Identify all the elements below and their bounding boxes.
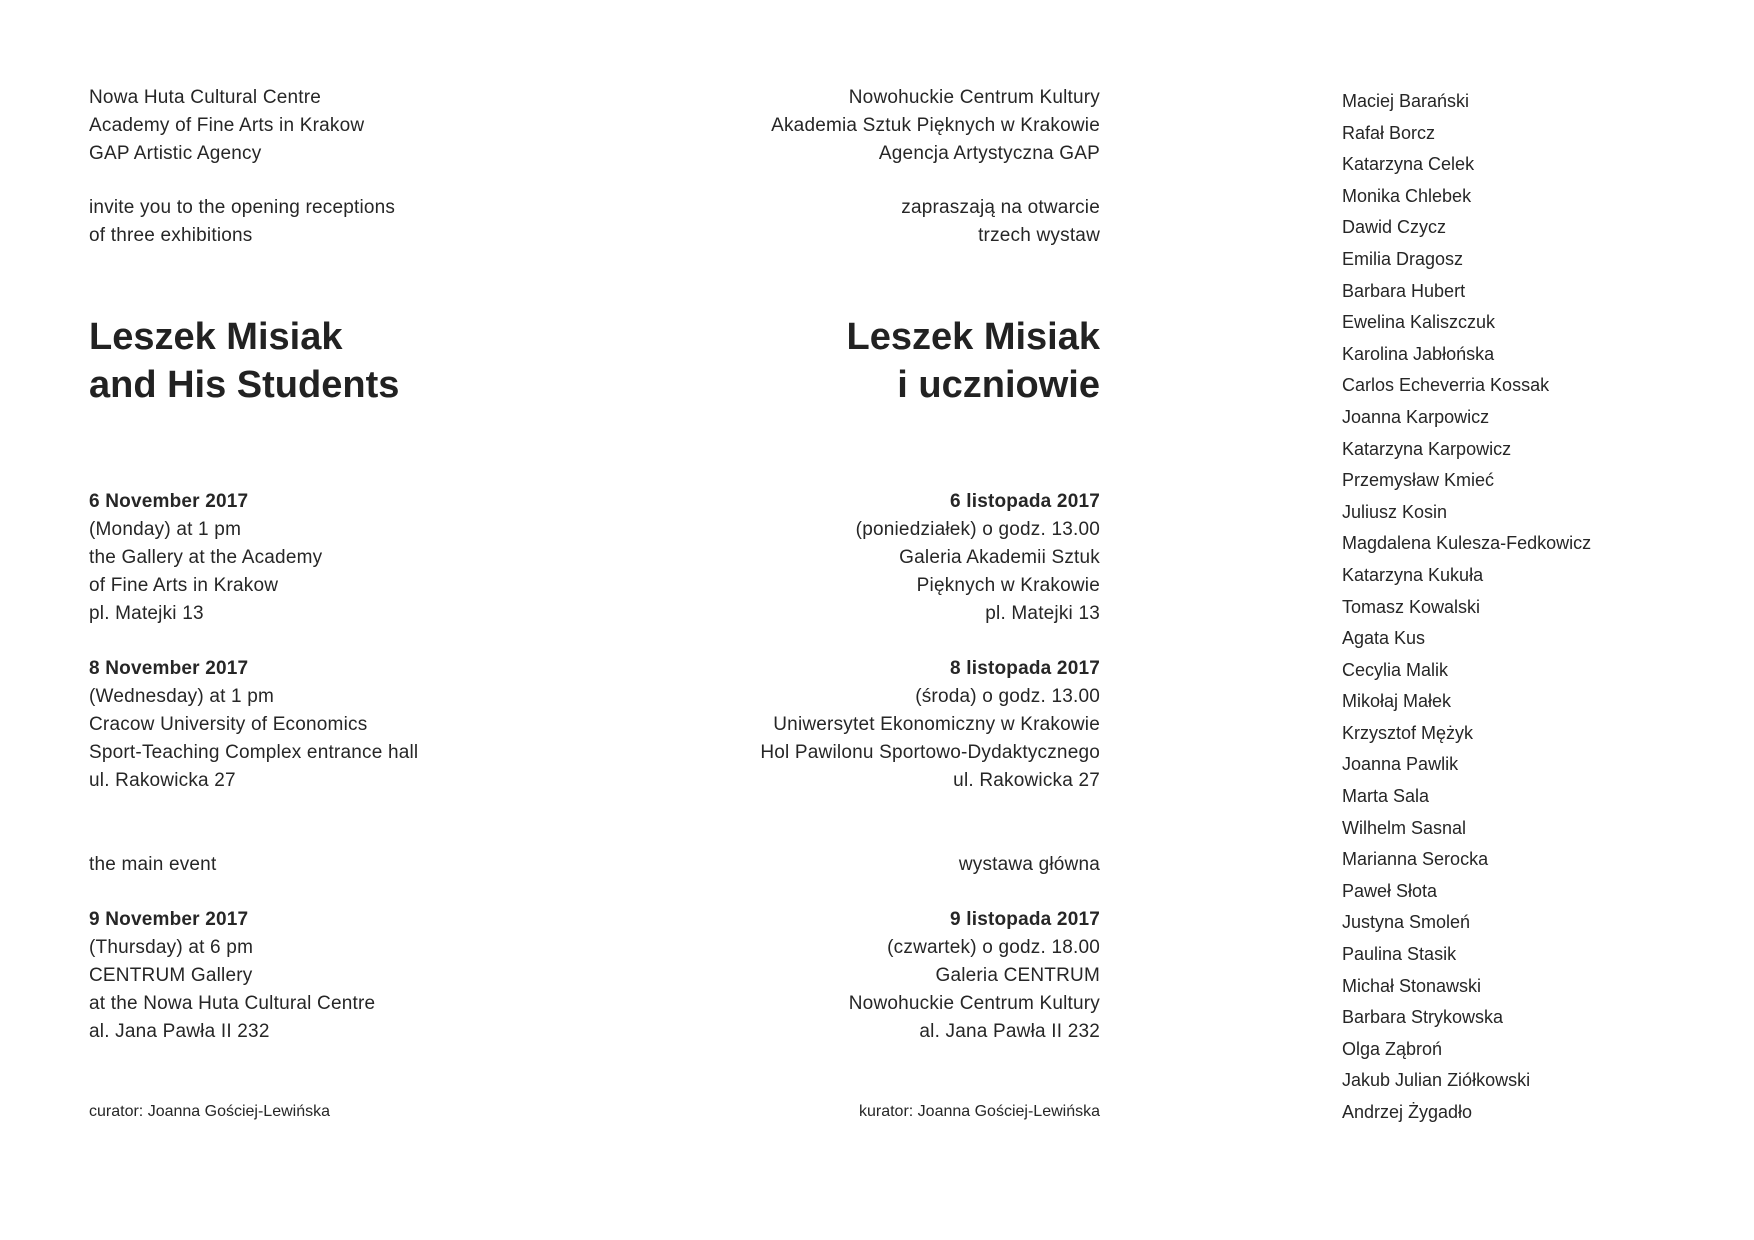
invitation-text: [620, 194, 1100, 250]
event-date: 6 listopada 2017: [950, 491, 1100, 512]
artist-name: Paulina Stasik: [1342, 944, 1457, 965]
event-venue: Galeria CENTRUM: [935, 965, 1100, 986]
curator-text: curator: Joanna Gościej-Lewińska: [89, 1103, 331, 1120]
artist-name: Marta Sala: [1342, 786, 1430, 807]
event-address: ul. Rakowicka 27: [953, 770, 1100, 791]
artist-name: Barbara Strykowska: [1342, 1007, 1504, 1028]
artist-name: Emilia Dragosz: [1342, 248, 1464, 269]
event-time: (czwartek) o godz. 18.00: [887, 937, 1100, 958]
artist-name: Andrzej Żygadło: [1342, 1102, 1473, 1122]
invitation-line: trzech wystaw: [978, 225, 1100, 246]
event-time: (Thursday) at 6 pm: [89, 937, 254, 958]
artist-name: Magdalena Kulesza-Fedkowicz: [1342, 533, 1592, 554]
event-venue: Nowohuckie Centrum Kultury: [848, 993, 1100, 1014]
event-block: [89, 906, 609, 1046]
event-block: [620, 906, 1100, 1046]
event-venue: Cracow University of Economics: [89, 714, 368, 735]
event-block: [620, 655, 1100, 795]
artist-name: Przemysław Kmieć: [1342, 470, 1495, 491]
title-line: i uczniowie: [897, 364, 1100, 406]
artist-name: Krzysztof Mężyk: [1342, 722, 1474, 743]
event-venue: at the Nowa Huta Cultural Centre: [89, 993, 376, 1014]
title-line: Leszek Misiak: [846, 316, 1100, 358]
curator-text: kurator: Joanna Gościej-Lewińska: [858, 1103, 1100, 1120]
artist-name: Mikołaj Małek: [1342, 691, 1452, 712]
artist-name: Monika Chlebek: [1342, 185, 1472, 206]
event-venue: Pięknych w Krakowie: [916, 575, 1100, 596]
event-date: 8 listopada 2017: [950, 658, 1100, 679]
artist-name: Justyna Smoleń: [1342, 912, 1471, 933]
event-time: (Monday) at 1 pm: [89, 519, 242, 540]
organizer-name: GAP Artistic Agency: [89, 143, 262, 164]
organizers-list: [89, 84, 609, 168]
artist-name: Paweł Słota: [1342, 880, 1438, 901]
organizer-name: Agencja Artystyczna GAP: [878, 143, 1100, 164]
exhibition-title: [89, 313, 609, 409]
artist-name: Joanna Pawlik: [1342, 754, 1459, 775]
organizer-name: Nowa Huta Cultural Centre: [89, 87, 322, 108]
title-line: Leszek Misiak: [89, 316, 343, 358]
event-venue: Galeria Akademii Sztuk: [899, 547, 1100, 568]
event-venue: CENTRUM Gallery: [89, 965, 253, 986]
organizer-name: Akademia Sztuk Pięknych w Krakowie: [771, 115, 1100, 136]
organizer-name: Academy of Fine Arts in Krakow: [89, 115, 365, 136]
invitation-line: of three exhibitions: [89, 225, 253, 246]
artist-name: Jakub Julian Ziółkowski: [1342, 1070, 1531, 1091]
artist-name: Ewelina Kaliszczuk: [1342, 312, 1496, 333]
title-line: and His Students: [89, 364, 400, 406]
event-date: 6 November 2017: [89, 491, 249, 512]
artist-name: Karolina Jabłońska: [1342, 343, 1495, 364]
event-date: 9 listopada 2017: [950, 909, 1100, 930]
curator-credit: [89, 1100, 609, 1124]
event-venue: Uniwersytet Ekonomiczny w Krakowie: [773, 714, 1100, 735]
event-date: 8 November 2017: [89, 658, 249, 679]
main-event-label: [620, 851, 1100, 879]
event-venue: of Fine Arts in Krakow: [89, 575, 279, 596]
organizers-list: [620, 84, 1100, 168]
event-address: al. Jana Pawła II 232: [919, 1021, 1100, 1042]
artist-name: Wilhelm Sasnal: [1342, 817, 1467, 838]
event-time: (poniedziałek) o godz. 13.00: [855, 519, 1100, 540]
artist-name: Olga Ząbroń: [1342, 1038, 1443, 1059]
event-block: [620, 488, 1100, 628]
artist-name: Rafał Borcz: [1342, 122, 1436, 143]
invitation-text: [89, 194, 609, 250]
invitation-line: invite you to the opening receptions: [89, 197, 396, 218]
artist-name: Juliusz Kosin: [1342, 501, 1448, 522]
main-event-text: wystawa główna: [958, 854, 1100, 875]
event-time: (środa) o godz. 13.00: [915, 686, 1100, 707]
artists-list: [1342, 86, 1722, 1129]
main-event-label: [89, 851, 609, 879]
event-block: [89, 488, 609, 628]
artist-name: Carlos Echeverria Kossak: [1342, 375, 1550, 396]
curator-credit: [620, 1100, 1100, 1124]
artist-name: Joanna Karpowicz: [1342, 406, 1490, 427]
artist-name: Cecylia Malik: [1342, 659, 1449, 680]
event-address: pl. Matejki 13: [89, 603, 204, 624]
artist-name: Michał Stonawski: [1342, 975, 1482, 996]
event-venue: Sport-Teaching Complex entrance hall: [89, 742, 419, 763]
artist-name: Maciej Barański: [1342, 91, 1470, 111]
event-venue: Hol Pawilonu Sportowo-Dydaktycznego: [760, 742, 1100, 763]
exhibition-title: [620, 313, 1100, 409]
organizer-name: Nowohuckie Centrum Kultury: [848, 87, 1100, 108]
artist-name: Marianna Serocka: [1342, 849, 1489, 870]
event-date: 9 November 2017: [89, 909, 249, 930]
event-address: pl. Matejki 13: [985, 603, 1100, 624]
event-address: al. Jana Pawła II 232: [89, 1021, 270, 1042]
main-event-text: the main event: [89, 854, 217, 875]
artist-name: Katarzyna Celek: [1342, 154, 1475, 175]
event-time: (Wednesday) at 1 pm: [89, 686, 275, 707]
artist-name: Agata Kus: [1342, 628, 1426, 649]
artist-name: Katarzyna Karpowicz: [1342, 438, 1512, 459]
invitation-line: zapraszają na otwarcie: [901, 197, 1100, 218]
event-venue: the Gallery at the Academy: [89, 547, 323, 568]
artist-name: Barbara Hubert: [1342, 280, 1466, 301]
artist-name: Tomasz Kowalski: [1342, 596, 1481, 617]
artist-name: Katarzyna Kukuła: [1342, 564, 1484, 585]
artist-name: Dawid Czycz: [1342, 217, 1447, 238]
event-address: ul. Rakowicka 27: [89, 770, 236, 791]
event-block: [89, 655, 609, 795]
